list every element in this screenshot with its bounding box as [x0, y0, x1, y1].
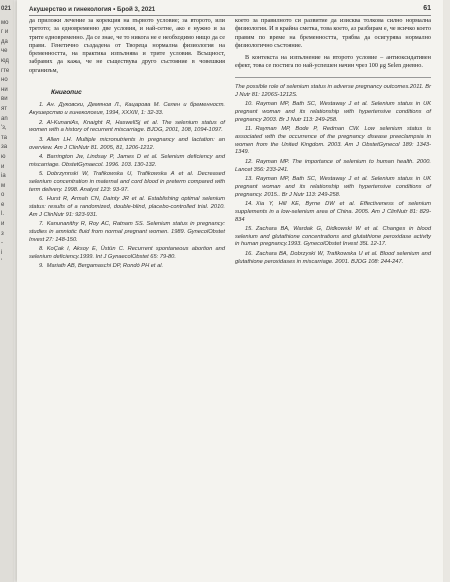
right-column: [235, 17, 431, 268]
adjacent-page-fragment: но: [1, 77, 8, 84]
reference-number: 15.: [245, 225, 253, 232]
reference-text: KoÇak I, Aksoy E, Üstün C. Recurrent spontaneous abortion and selenium deficiency.1999. Int J GynaecolObstet 65: 79-80.: [29, 246, 225, 260]
adjacent-page-fragment: ia: [1, 173, 6, 180]
reference-number: 10.: [245, 100, 253, 107]
reference-item: [29, 154, 225, 170]
adjacent-page-fragment: та: [1, 134, 8, 141]
divider: [235, 77, 431, 78]
body-paragraph: да приложи лечение за корекция на първото условие; за второто, или третото; за едновременно две условия, и най-сетне, ако е нужно и за трите едновременно. Да се знае, че то никога не е необходимо нищо да се прави. Генетично създадена от Твореца нормална физиология на бременността, на практика изпълнява и трите условия. Всъщност, забравих да кажа, че не съществува друго състояние в човешкия организъм,: [29, 17, 225, 74]
running-header: [29, 3, 431, 16]
page-number: 61: [423, 5, 431, 12]
adjacent-page-number: 021: [1, 6, 12, 12]
reference-list: [235, 101, 431, 267]
adjacent-page-fragment: з: [1, 230, 4, 237]
reference-list: [29, 102, 225, 271]
reference-text: Kanunanithy R, Roy AC, Ratnam SS. Selenium status in pregnancy: studies in amniotic fluid from normal pregnant women. 1989. GynecolObstet Invest 27: 148-150.: [29, 221, 225, 243]
reference-item: [235, 251, 431, 267]
body-paragraph: В контекста на изпълнение на второто условие – антиоксидативен ефект, това се постига по най-успешен начин чрез 100 μg Selen дневно.: [235, 54, 431, 70]
reference-number: 4.: [39, 153, 44, 160]
reference-item: [235, 176, 431, 199]
adjacent-page-fragment: 'з,: [1, 125, 7, 132]
adjacent-page-fragment: ят: [1, 105, 7, 112]
adjacent-page-edge: [0, 0, 14, 582]
reference-number: 5.: [39, 171, 44, 178]
reference-text: Rayman MP, Bath SC, Westaway J et al. Selenium status in UK pregnant woman and its relationship with hypertensive conditions of pregnancy 2003. Br J Nutr 113: 249-258.: [235, 100, 431, 123]
adjacent-page-fragment: an: [1, 115, 8, 122]
reference-text: Barrington Jw, Lindsay P, James D et al. Selenium deficiency and miscarriage. ObstetGynaecol. 1996. 103. 130-132.: [29, 153, 225, 168]
reference-number: 13.: [245, 175, 253, 182]
reference-item: [235, 159, 431, 175]
reference-text: Allen LH. Multiple micronutrients in pregnancy and lactation: an overview. Am J ClinNutr 81. 2005, 81, 1206-1212.: [29, 136, 225, 151]
journal-page: [17, 0, 443, 582]
reference-item: [235, 126, 431, 157]
adjacent-page-fragment: да: [1, 38, 8, 45]
adjacent-page-fragment: ви: [1, 96, 8, 103]
reference-number: 7.: [39, 221, 44, 228]
reference-number: 9.: [39, 263, 44, 270]
reference-text: Dobrzynnski W, Trafikowska U, Trafikowska A et al. Decreased selenium concentration in maternal and cord blood in preterm compared with term delivery. 1998. Analyst 123: 93-97.: [29, 171, 225, 193]
reference-text: Ан. Дуковски, Демянов Л., Кацарова М. Селен и бременност. Акушерство и гинекология, 1994, XXXIII, 1: 32-33.: [29, 102, 225, 117]
adjacent-page-fragment: юд: [1, 57, 9, 64]
adjacent-page-fragment: че: [1, 48, 8, 55]
adjacent-page-fragment: мо: [1, 19, 9, 26]
reference-item: [235, 226, 431, 249]
reference-item: [29, 137, 225, 153]
left-column: [29, 17, 225, 273]
adjacent-page-fragment: и: [1, 163, 5, 170]
adjacent-page-fragment: ни: [1, 86, 8, 93]
reference-number: 16.: [245, 250, 253, 257]
adjacent-page-fragment: l.: [1, 211, 4, 218]
reference-item: [29, 196, 225, 219]
reference-number: 12.: [245, 158, 253, 165]
reference-item: [29, 171, 225, 194]
reference-number: 14.: [245, 200, 253, 207]
body-paragraph: което за правилното си развитие да изисква толкова силно нормална физиология. И в крайна сметка, това което, аз разбирам е, че всичко което правим по време на бременността, трябва да осигурява нормално физиологично състояние.: [235, 17, 431, 49]
adjacent-page-fragment: о: [1, 192, 5, 199]
adjacent-page-text: [0, 19, 14, 268]
adjacent-page-fragment: за: [1, 144, 8, 151]
reference-number: 6.: [39, 196, 44, 203]
references-heading: Книгопис: [51, 89, 82, 97]
reference-text: Rayman MP, Bode P, Redman CW. Low selenium status is associated with the occurrence of the pregnancy disease preeclampsia in women from the United Kingdom. 2003. Am J ObstetGynecol 189: 1343-1349.: [235, 125, 431, 156]
reference-text: Zachara BA, Dobrzyski W, Trafikowska U et al. Blood selenium and glutathione peroxidases in miscarriage. 2001. BJOG 108: 244-247.: [235, 250, 431, 265]
reference-text: Xia Y, Hill KE, Byrne DW et al. Effectiveness of selenium supplements in a low-selenium area of China. 2005. Am J ClinNutr 81: 829-834: [235, 200, 431, 223]
adjacent-page-fragment: г и: [1, 29, 9, 36]
journal-title: Акушерство и гинекология • Брой 3, 2021: [29, 6, 156, 13]
reference-text: Al-KunaniAs, Knaight R, HaswellSj et al. The selenium status of women with a history of recurrent miscarriage. BJOG, 2001, 108, 1094-1097.: [29, 119, 225, 134]
reference-number: 2.: [39, 119, 44, 126]
reference-text: Zachara BA, Wardak G, Didkowski W et al. Changes in blood selenium and glutathione concentrations and glutathione peroxidase activity in human pregnancy.1993. GynecolObstet Invest 35L 12-17.: [235, 225, 431, 248]
reference-text: Mariath AB, Bergamaschi DP, Rondó PH et al.: [46, 263, 164, 270]
reference-item: [235, 201, 431, 224]
reference-item: [235, 101, 431, 124]
reference-item: [29, 246, 225, 262]
adjacent-page-fragment: -: [1, 240, 3, 247]
reference-item: [29, 263, 225, 271]
adjacent-page-fragment: і: [1, 249, 3, 256]
reference-continuation: The possible role of selenium status in adverse pregnancy outcomes.2011. Br J Nutr 81: 1206S-1212S.: [235, 83, 431, 98]
reference-item: [29, 102, 225, 118]
reference-number: 11.: [245, 125, 253, 132]
reference-number: 1.: [39, 102, 44, 109]
adjacent-page-fragment: гте: [1, 67, 10, 74]
reference-number: 8.: [39, 246, 44, 253]
reference-item: [29, 221, 225, 244]
adjacent-page-fragment: и: [1, 221, 5, 228]
adjacent-page-fragment: ю: [1, 153, 6, 160]
reference-text: Hurst R, Armah CN, Dainty JR et al. Establishing optimal selenium status: results of a randomized, double-blind, placebo-controlled trial. 2010. Am J ClinNutr 91: 923-931.: [29, 196, 225, 218]
reference-number: 3.: [39, 136, 44, 143]
reference-item: [29, 120, 225, 136]
reference-text: Rayman MP. The importance of selenium to human health. 2000. Lancet 356: 233-241.: [235, 158, 431, 173]
adjacent-page-fragment: ': [1, 259, 3, 266]
adjacent-page-fragment: е: [1, 201, 5, 208]
adjacent-page-fragment: м: [1, 182, 6, 189]
reference-text: Rayman MP, Bath SC, Westaway J et al. Selenium status in UK pregnant woman and its relationship with hypertensive conditions of pregnancy. 2015.. Br J Nutr 113: 249-258.: [235, 175, 431, 198]
